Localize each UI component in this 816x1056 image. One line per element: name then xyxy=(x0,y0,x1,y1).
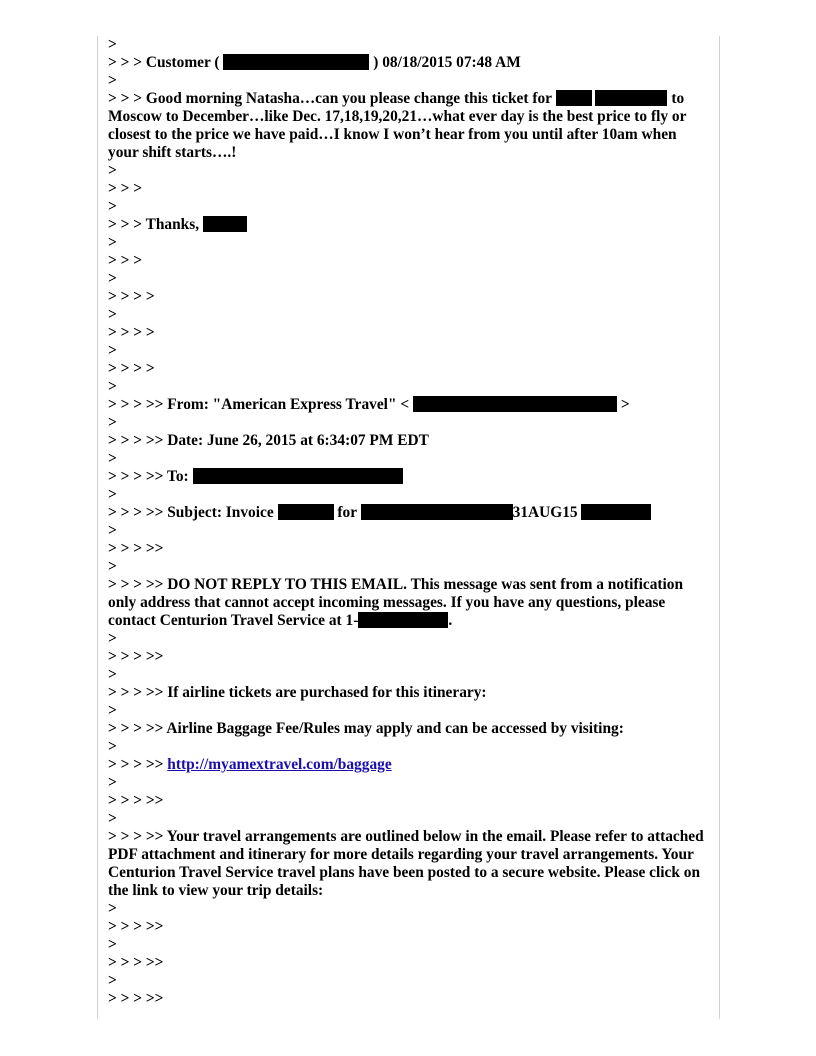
quote-line: > > > >> xyxy=(108,540,164,557)
quote-line: > xyxy=(108,450,117,467)
redacted-block xyxy=(358,612,448,628)
quote-line: > xyxy=(108,378,117,395)
from-label: > > > >> From: "American Express Travel" < xyxy=(108,396,410,413)
date-line: > > > >> Date: June 26, 2015 at 6:34:07 PM EDT xyxy=(108,432,429,449)
redacted-block xyxy=(556,90,592,106)
quote-line: > xyxy=(108,234,117,251)
subject-text: for xyxy=(337,504,357,521)
quote-line: > xyxy=(108,558,117,575)
quote-line: > xyxy=(108,774,117,791)
quote-line: > xyxy=(108,486,117,503)
quote-line: > xyxy=(108,702,117,719)
quote-line: > xyxy=(108,72,117,89)
quote-line: > xyxy=(108,270,117,287)
subject-text: 31AUG15 xyxy=(512,504,578,521)
quote-line: > > > > xyxy=(108,288,155,305)
to-label: > > > >> To: xyxy=(108,468,189,485)
redacted-block xyxy=(595,90,667,106)
quote-line: > xyxy=(108,738,117,755)
from-line xyxy=(108,396,708,414)
redacted-block xyxy=(203,216,247,232)
notice-text: . xyxy=(448,612,453,629)
thanks-text: > > > Thanks, xyxy=(108,216,200,233)
subject-line xyxy=(108,504,708,522)
quote-line: > > > > xyxy=(108,360,155,377)
quote-line: > > > xyxy=(108,180,143,197)
thanks-line xyxy=(108,216,708,234)
quote-line: > xyxy=(108,630,117,647)
quote-line: > xyxy=(108,666,117,683)
from-close: > xyxy=(620,396,630,413)
notice-paragraph xyxy=(108,576,708,630)
redacted-block xyxy=(223,54,369,70)
quote-line: > > > >> xyxy=(108,954,164,971)
subject-label: > > > >> Subject: Invoice xyxy=(108,504,274,521)
page-border-left xyxy=(97,36,98,1019)
quote-line: > xyxy=(108,900,117,917)
quote-line: > xyxy=(108,198,117,215)
quote-line: > xyxy=(108,342,117,359)
quote-line: > > > >> xyxy=(108,648,164,665)
quote-line: > xyxy=(108,522,117,539)
baggage-link[interactable]: http://myamextravel.com/baggage xyxy=(167,756,392,773)
quote-line: > xyxy=(108,414,117,431)
quote-line: > xyxy=(108,810,117,827)
customer-header-line xyxy=(108,54,708,72)
to-line xyxy=(108,468,708,486)
quote-line: > > > >> xyxy=(108,990,164,1007)
quote-line: > xyxy=(108,162,117,179)
page-border-right xyxy=(719,36,720,1019)
airline-tickets-line: > > > >> If airline tickets are purchased for this itinerary: xyxy=(108,684,487,701)
redacted-block xyxy=(581,504,651,520)
redacted-block xyxy=(193,468,403,484)
quote-line: > xyxy=(108,972,117,989)
redacted-block xyxy=(413,396,617,412)
customer-timestamp: ) 08/18/2015 07:48 AM xyxy=(373,54,521,71)
customer-label: > > > Customer ( xyxy=(108,54,220,71)
quote-line: > > > >> xyxy=(108,792,164,809)
redacted-block xyxy=(278,504,334,520)
travel-arrangements-paragraph: > > > >> Your travel arrangements are outlined below in the email. Please refer to attached PDF attachment and itinerary for more details regarding your travel arrangements. Your Centurion Travel Service travel plans have been posted to a secure website. Please click on the link to view your trip details: xyxy=(108,828,708,899)
baggage-fee-line: > > > >> Airline Baggage Fee/Rules may apply and can be accessed by visiting: xyxy=(108,720,624,737)
email-body xyxy=(108,36,708,1008)
quote-line: > xyxy=(108,36,117,53)
message-text: > > > Good morning Natasha…can you please change this ticket for xyxy=(108,90,552,107)
redacted-block xyxy=(361,504,513,520)
notice-text: > > > >> DO NOT REPLY TO THIS EMAIL. This message was sent from a notification only address that cannot accept incoming messages. If you have any questions, please contact Centurion Travel Service at 1- xyxy=(108,576,687,629)
quote-line: > > > >> xyxy=(108,918,164,935)
baggage-link-line xyxy=(108,756,708,774)
quote-prefix: > > > >> xyxy=(108,756,164,773)
quote-line: > > > > xyxy=(108,324,155,341)
quote-line: > xyxy=(108,936,117,953)
quote-line: > > > xyxy=(108,252,143,269)
message-text: to Moscow to December…like Dec. 17,18,19,20,21…what ever day is the best price to fly or closest to the price we have paid…I know I won’t hear from you until after 10am when your shift starts….! xyxy=(108,90,691,161)
customer-message xyxy=(108,90,708,162)
quote-line: > xyxy=(108,306,117,323)
